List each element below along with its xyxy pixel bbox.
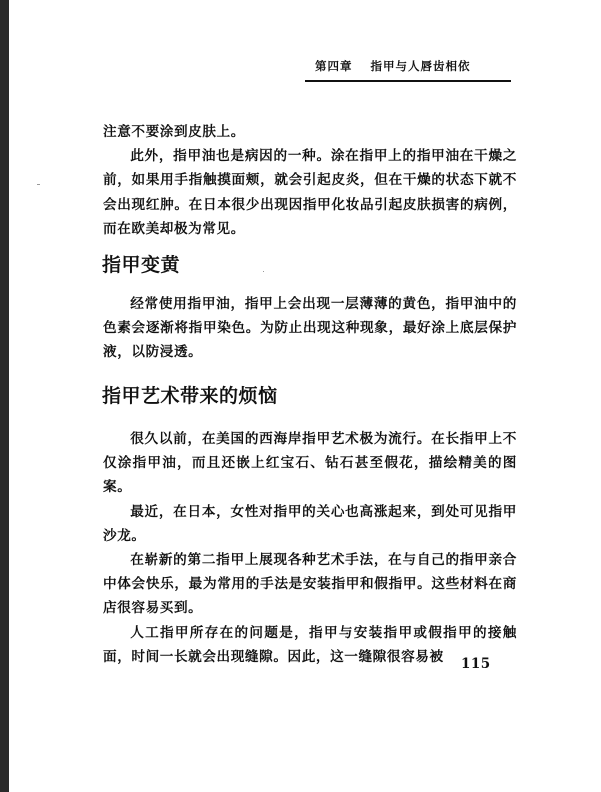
section-heading-yellow-nails: 指甲变黄: [102, 254, 181, 276]
chapter-title: 指甲与人唇齿相依: [370, 59, 471, 73]
scan-speck: [37, 184, 40, 185]
paragraph: 人工指甲所存在的问题是，指甲与安装指甲或假指甲的接触面，时间一长就会出现缝隙。因此，这一缝隙很容易被: [103, 624, 517, 665]
section2-text: [103, 427, 517, 669]
paragraph: 经常使用指甲油，指甲上会出现一层薄薄的黄色，指甲油中的色素会逐渐将指甲染色。为防止出现这种现象，最好涂上底层保护液，以防浸透。: [103, 296, 517, 361]
section1-text: [103, 292, 517, 365]
paragraph: 注意不要涂到皮肤上。: [103, 124, 245, 140]
page-number: 115: [461, 656, 491, 672]
header-rule: [305, 80, 511, 82]
running-header: [315, 58, 515, 74]
paragraph: 最近，在日本，女性对指甲的关心也高涨起来，到处可见指甲沙龙。: [103, 503, 517, 544]
paragraph: 很久以前，在美国的西海岸指甲艺术极为流行。在长指甲上不仅涂指甲油，而且还嵌上红宝石、钻石甚至假花，描绘精美的图案。: [103, 431, 517, 496]
scan-speck: [263, 271, 264, 272]
section-heading-nail-art: 指甲艺术带来的烦恼: [102, 385, 278, 407]
book-page: [9, 0, 601, 792]
viewer-left-edge: [0, 0, 9, 792]
paragraph: 此外，指甲油也是病因的一种。涂在指甲上的指甲油在干燥之前，如果用手指触摸面颊，就会引起皮炎，但在干燥的状态下就不会出现红肿。在日本很少出现因指甲化妆品引起皮肤损害的病例，而在欧美却极为常见。: [103, 148, 517, 237]
intro-text: [103, 120, 517, 241]
paragraph: 在崭新的第二指甲上展现各种艺术手法，在与自己的指甲亲合中体会快乐，最为常用的手法是安装指甲和假指甲。这些材料在商店很容易买到。: [103, 552, 517, 617]
chapter-label: 第四章: [315, 59, 353, 73]
